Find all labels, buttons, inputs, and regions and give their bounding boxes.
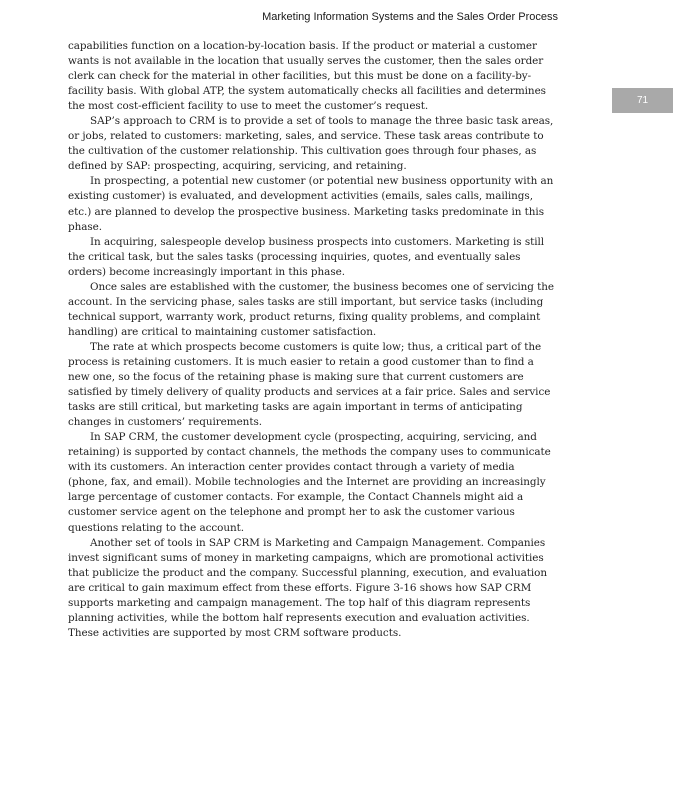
page-number: 71: [636, 95, 649, 106]
paragraph-acquiring: In acquiring, salespeople develop business prospects into customers. Marketing is still the critical task, but the sales tasks (processing inquiries, quotes, and eventually sales orders) become increasingly important in this phase.: [68, 235, 545, 278]
page-number-tab: [612, 88, 673, 113]
paragraph-crm-approach: SAP’s approach to CRM is to provide a set of tools to manage the three basic task areas, or jobs, related to customers: marketing, sales, and service. These task areas contribute to the cultivation of the customer relationship. This cultivation goes through four phases, as defined by SAP: prospecting, acquiring, servicing, and retaining.: [68, 115, 554, 173]
running-header-title: Marketing Information Systems and the Sales Order Process: [262, 11, 558, 23]
paragraph-contact-channels: In SAP CRM, the customer development cycle (prospecting, acquiring, servicing, and retaining) is supported by contact channels, the methods the company uses to communicate with its customers. An interaction center provides contact through a variety of media (phone, fax, and email). Mobile technologies and the Internet are providing an increasingly large percentage of customer contacts. For example, the Contact Channels might aid a customer service agent on the telephone and prompt her to ask the customer various questions relating to the account.: [68, 431, 551, 534]
paragraph-retaining: The rate at which prospects become customers is quite low; thus, a critical part of the process is retaining customers. It is much easier to retain a good customer than to find a new one, so the focus of the retaining phase is making sure that current customers are satisfied by timely delivery of quality products and services at a fair price. Sales and service tasks are still critical, but marketing tasks are again important in terms of anticipating changes in customers’ requirements.: [68, 340, 551, 429]
paragraph-servicing: Once sales are established with the customer, the business becomes one of servicing the account. In the servicing phase, sales tasks are still important, but service tasks (including technical support, warranty work, product returns, fixing quality problems, and complaint handling) are critical to maintaining customer satisfaction.: [68, 280, 554, 338]
paragraph-global-atp: capabilities function on a location-by-location basis. If the product or material a customer wants is not available in the location that usually serves the customer, then the sales order clerk can check for the material in other facilities, but this must be done on a facility-by-facility basis. With global ATP, the system automatically checks all facilities and determines the most cost-efficient facility to use to meet the customer’s request.: [68, 40, 546, 113]
paragraph-campaign-management: Another set of tools in SAP CRM is Marketing and Campaign Management. Companies invest significant sums of money in marketing campaigns, which are promotional activities that publicize the product and the company. Successful planning, execution, and evaluation are critical to gain maximum effect from these efforts. Figure 3-16 shows how SAP CRM supports marketing and campaign management. The top half of this diagram represents planning activities, while the bottom half represents execution and evaluation activities. These activities are supported by most CRM software products.: [68, 536, 547, 639]
body-text: [68, 39, 557, 641]
paragraph-prospecting: In prospecting, a potential new customer (or potential new business opportunity with an existing customer) is evaluated, and development activities (emails, sales calls, mailings, etc.) are planned to develop the prospective business. Marketing tasks predominate in this phase.: [68, 175, 554, 233]
